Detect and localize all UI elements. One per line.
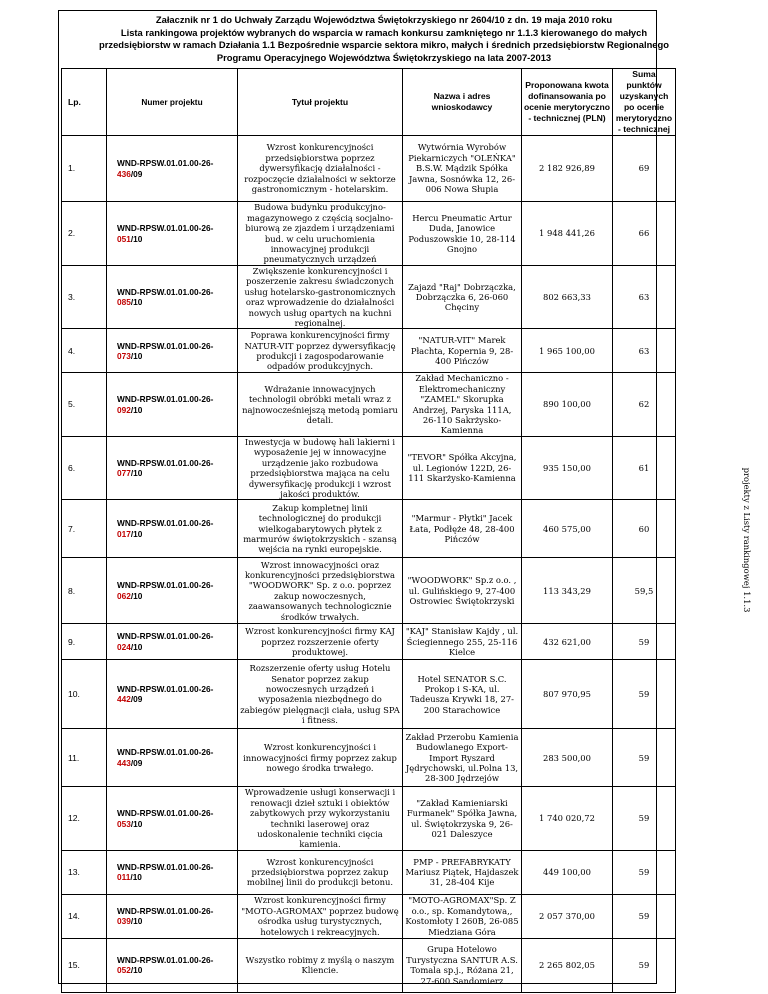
row-amount: 807 970,95 xyxy=(522,660,613,729)
project-number-seq: 436 xyxy=(117,168,131,179)
row-project-number xyxy=(107,558,238,624)
row-points: 66 xyxy=(613,202,676,266)
project-number-seq: 053 xyxy=(117,818,131,829)
row-side-cell xyxy=(676,938,696,992)
project-number-year: /10 xyxy=(130,528,143,539)
header-line-3: przedsiębiorstw w ramach Działania 1.1 Bezpośrednie wsparcie sektora mikro, małych i średnich przedsiębiorstw Regionalnego xyxy=(99,39,669,50)
row-points: 59 xyxy=(613,787,676,850)
row-project-title: Zwiększenie konkurencyjności i poszerzenie zakresu świadczonych usług hotelarsko-gastronomicznych oraz wprowadzenie do działalności nowych usług opartych na kuchni regionalnej. xyxy=(238,266,403,329)
project-number-year: /10 xyxy=(130,468,143,479)
project-number-prefix: WND-RPSW.01.01.00-26- xyxy=(117,954,214,965)
side-label: projekty z Listy rankingowej 1.1.3 xyxy=(742,467,752,613)
row-points: 59,5 xyxy=(613,558,676,624)
row-amount: 935 150,00 xyxy=(522,436,613,499)
project-number-seq: 092 xyxy=(117,404,131,415)
row-applicant: "WOODWORK" Sp.z o.o. , ul. Gulińskiego 9, 27-400 Ostrowiec Świętokrzyski xyxy=(403,558,522,624)
project-number-prefix: WND-RPSW.01.01.00-26- xyxy=(117,683,214,694)
row-project-number xyxy=(107,266,238,329)
project-number-year: /10 xyxy=(130,350,143,361)
table-row xyxy=(62,202,696,266)
project-number-year: /10 xyxy=(130,233,143,244)
row-side-cell xyxy=(676,202,696,266)
row-amount: 1 948 441,26 xyxy=(522,202,613,266)
table-row xyxy=(62,136,696,202)
col-header-number: Numer projektu xyxy=(107,69,238,136)
project-number-prefix: WND-RPSW.01.01.00-26- xyxy=(117,394,214,405)
table-row xyxy=(62,266,696,329)
row-project-title: Zakup kompletnej linii technologicznej do produkcji wielkogabarytowych płytek z marmurów świętokrzyskich - szansą wejścia na rynki europejskie. xyxy=(238,500,403,558)
row-project-number xyxy=(107,500,238,558)
row-applicant: "KAJ" Stanisław Kajdy , ul. Ściegiennego 255, 25-116 Kielce xyxy=(403,624,522,660)
table-row xyxy=(62,729,696,787)
row-applicant: "TEVOR" Spółka Akcyjna, ul. Legionów 122D, 26-111 Skarżysko-Kamienna xyxy=(403,436,522,499)
row-project-title: Wzrost konkurencyjności i innowacyjności firmy poprzez zakup nowego środka trwałego. xyxy=(238,729,403,787)
project-number-year: /10 xyxy=(130,872,142,883)
header-line-2: Lista rankingowa projektów wybranych do wsparcia w ramach konkursu zamkniętego nr 1.1.3 kierowanego do małych xyxy=(120,26,648,38)
project-number-prefix: WND-RPSW.01.01.00-26- xyxy=(117,340,214,351)
row-lp: 4. xyxy=(62,329,107,373)
row-applicant: Wytwórnia Wyrobów Piekarniczych "OLEŃKA" B.S.W. Mądzik Spółka Jawna, Sosnówka 12, 26-006 Nowa Słupia xyxy=(403,136,522,202)
row-amount: 802 663,33 xyxy=(522,266,613,329)
row-lp: 15. xyxy=(62,938,107,992)
project-number-seq: 017 xyxy=(117,528,131,539)
row-project-title: Wprowadzenie usługi konserwacji i renowacji dzieł sztuki i obiektów zabytkowych przy wykorzystaniu techniki laserowej oraz udoskonalenie techniki cięcia kamienia. xyxy=(238,787,403,850)
table-row xyxy=(62,624,696,660)
table-row xyxy=(62,938,696,992)
project-number-prefix: WND-RPSW.01.01.00-26- xyxy=(117,158,214,169)
col-header-lp: Lp. xyxy=(62,69,107,136)
table-row xyxy=(62,787,696,850)
table-row xyxy=(62,436,696,499)
row-project-title: Wzrost innowacyjności oraz konkurencyjności przedsiębiorstwa "WOODWORK" Sp. z o.o. poprzez zakup nowoczesnych, zaawansowanych technologicznie środków trwałych. xyxy=(238,558,403,624)
row-lp: 14. xyxy=(62,894,107,938)
row-applicant: "MOTO-AGROMAX"Sp. Z o.o., sp. Komandytowa,, Kostomłoty I 260B, 26-085 Miedziana Góra xyxy=(403,894,522,938)
project-number-year: /10 xyxy=(130,916,143,927)
row-project-number xyxy=(107,624,238,660)
table-row xyxy=(62,329,696,373)
row-project-number xyxy=(107,329,238,373)
row-amount: 432 621,00 xyxy=(522,624,613,660)
table-body xyxy=(62,136,696,993)
project-number-seq: 085 xyxy=(117,297,131,308)
project-number-seq: 077 xyxy=(117,468,131,479)
row-applicant: PMP - PREFABRYKATY Mariusz Piątek, Hajdaszek 31, 28-404 Kije xyxy=(403,850,522,894)
row-lp: 9. xyxy=(62,624,107,660)
row-applicant: Hotel SENATOR S.C. Prokop i S-KA, ul. Tadeusza Krywki 18, 27-200 Starachowice xyxy=(403,660,522,729)
row-points: 63 xyxy=(613,266,676,329)
project-number-year: /10 xyxy=(130,297,143,308)
row-side-cell xyxy=(676,787,696,850)
project-number-prefix: WND-RPSW.01.01.00-26- xyxy=(117,861,214,872)
project-number-prefix: WND-RPSW.01.01.00-26- xyxy=(117,457,214,468)
row-points: 59 xyxy=(613,729,676,787)
row-side-cell xyxy=(676,136,696,202)
row-lp: 5. xyxy=(62,373,107,436)
document-header xyxy=(72,14,696,64)
row-points: 63 xyxy=(613,329,676,373)
table-row xyxy=(62,850,696,894)
row-project-number xyxy=(107,436,238,499)
row-project-number xyxy=(107,136,238,202)
row-amount: 113 343,29 xyxy=(522,558,613,624)
row-amount: 2 265 802,05 xyxy=(522,938,613,992)
project-number-prefix: WND-RPSW.01.01.00-26- xyxy=(117,747,214,758)
project-number-seq: 062 xyxy=(117,590,131,601)
row-lp: 3. xyxy=(62,266,107,329)
row-project-title: Wdrażanie innowacyjnych technologii obróbki metali wraz z najnowocześniejszą metodą pomiaru detali. xyxy=(238,373,403,436)
row-project-title: Wzrost konkurencyjności firmy "MOTO-AGROMAX" poprzez budowę ośrodka usług turystycznych, hotelowych i rekreacyjnych. xyxy=(238,894,403,938)
table-row xyxy=(62,894,696,938)
project-number-year: /09 xyxy=(130,168,143,179)
row-points: 59 xyxy=(613,938,676,992)
row-amount: 283 500,00 xyxy=(522,729,613,787)
project-number-year: /09 xyxy=(130,694,143,705)
row-amount: 449 100,00 xyxy=(522,850,613,894)
header-line-4: Programu Operacyjnego Województwa Świętokrzyskiego na lata 2007-2013 xyxy=(216,51,552,63)
header-line-1: Załacznik nr 1 do Uchwały Zarządu Województwa Świętokrzyskiego nr 2604/10 z dn. 19 maja 2010 roku xyxy=(155,14,613,25)
row-side-cell xyxy=(676,558,696,624)
row-side-cell xyxy=(676,894,696,938)
row-amount: 1 965 100,00 xyxy=(522,329,613,373)
row-lp: 10. xyxy=(62,660,107,729)
row-project-number xyxy=(107,894,238,938)
row-project-title: Wzrost konkurencyjności firmy KAJ poprzez rozszerzenie oferty produktowej. xyxy=(238,624,403,660)
project-number-year: /10 xyxy=(130,590,143,601)
row-lp: 6. xyxy=(62,436,107,499)
row-points: 59 xyxy=(613,850,676,894)
row-applicant: "Marmur - Płytki" Jacek Łata, Podłęże 48, 28-400 Pińczów xyxy=(403,500,522,558)
row-amount: 890 100,00 xyxy=(522,373,613,436)
row-applicant: Grupa Hotelowo Turystyczna SANTUR A.S. Tomala sp.j., Różana 21, 27-600 Sandomierz xyxy=(403,938,522,992)
project-number-seq: 442 xyxy=(117,694,131,705)
row-project-title: Poprawa konkurencyjności firmy NATUR-VIT poprzez dywersyfikację produkcji i zagospodarowanie odpadów produkcyjnych. xyxy=(238,329,403,373)
table-row xyxy=(62,500,696,558)
row-lp: 13. xyxy=(62,850,107,894)
side-column xyxy=(676,69,696,136)
table-row xyxy=(62,660,696,729)
row-applicant: Hercu Pneumatic Artur Duda, Janowice Poduszowskie 10, 28-114 Gnojno xyxy=(403,202,522,266)
row-side-cell xyxy=(676,500,696,558)
ranking-table xyxy=(61,68,695,993)
row-project-number xyxy=(107,202,238,266)
project-number-prefix: WND-RPSW.01.01.00-26- xyxy=(117,518,214,529)
row-points: 59 xyxy=(613,624,676,660)
project-number-seq: 011 xyxy=(117,872,131,883)
project-number-prefix: WND-RPSW.01.01.00-26- xyxy=(117,808,214,819)
project-number-prefix: WND-RPSW.01.01.00-26- xyxy=(117,286,214,297)
col-header-applicant: Nazwa i adres wnioskodawcy xyxy=(403,69,522,136)
row-lp: 7. xyxy=(62,500,107,558)
row-applicant: "NATUR-VIT" Marek Płachta, Kopernia 9, 28-400 Pińczów xyxy=(403,329,522,373)
row-project-number xyxy=(107,660,238,729)
row-project-title: Rozszerzenie oferty usług Hotelu Senator poprzez zakup nowoczesnych urządzeń i wyposażenia niezbędnego do zabiegów pielęgnacji ciała, usług SPA i fitness. xyxy=(238,660,403,729)
row-points: 60 xyxy=(613,500,676,558)
row-applicant: Zajazd "Raj" Dobrzączka, Dobrzączka 6, 26-060 Chęciny xyxy=(403,266,522,329)
row-side-cell xyxy=(676,660,696,729)
project-number-prefix: WND-RPSW.01.01.00-26- xyxy=(117,905,214,916)
row-amount: 460 575,00 xyxy=(522,500,613,558)
row-points: 59 xyxy=(613,660,676,729)
project-number-year: /10 xyxy=(130,818,143,829)
row-project-number xyxy=(107,787,238,850)
row-lp: 11. xyxy=(62,729,107,787)
row-side-cell xyxy=(676,729,696,787)
project-number-year: /10 xyxy=(130,965,143,976)
row-project-number xyxy=(107,373,238,436)
row-amount: 2 182 926,89 xyxy=(522,136,613,202)
row-lp: 2. xyxy=(62,202,107,266)
project-number-seq: 024 xyxy=(117,641,131,652)
row-side-cell xyxy=(676,624,696,660)
row-side-cell xyxy=(676,266,696,329)
row-project-number xyxy=(107,729,238,787)
row-project-title: Wszystko robimy z myślą o naszym Kliencie. xyxy=(238,938,403,992)
row-project-title: Wzrost konkurencyjności przedsiębiorstwa poprzez dywersyfikację działalności - rozpoczęcie działalności w sektorze gastronomicznym - hotelarskim. xyxy=(238,136,403,202)
row-applicant: Zakład Przerobu Kamienia Budowlanego Export-Import Ryszard Jędrychowski, ul.Polna 13, 28-300 Jędrzejów xyxy=(403,729,522,787)
project-number-prefix: WND-RPSW.01.01.00-26- xyxy=(117,631,214,642)
row-points: 59 xyxy=(613,894,676,938)
project-number-seq: 443 xyxy=(117,757,131,768)
row-points: 62 xyxy=(613,373,676,436)
row-amount: 1 740 020,72 xyxy=(522,787,613,850)
row-project-number xyxy=(107,938,238,992)
project-number-seq: 052 xyxy=(117,965,131,976)
row-lp: 12. xyxy=(62,787,107,850)
project-number-year: /10 xyxy=(130,641,143,652)
project-number-year: /09 xyxy=(130,757,143,768)
row-lp: 1. xyxy=(62,136,107,202)
row-project-title: Wzrost konkurencyjności przedsiębiorstwa poprzez zakup mobilnej linii do produkcji betonu. xyxy=(238,850,403,894)
project-number-prefix: WND-RPSW.01.01.00-26- xyxy=(117,580,214,591)
row-amount: 2 057 370,00 xyxy=(522,894,613,938)
row-points: 69 xyxy=(613,136,676,202)
row-points: 61 xyxy=(613,436,676,499)
row-applicant: "Zakład Kamieniarski Furmanek" Spółka Jawna, ul. Świętokrzyska 9, 26-021 Daleszyce xyxy=(403,787,522,850)
col-header-title: Tytuł projektu xyxy=(238,69,403,136)
row-side-cell xyxy=(676,373,696,436)
table-row xyxy=(62,558,696,624)
col-header-points: Suma punktów uzyskanych po ocenie merytoryczno - technicznej xyxy=(613,69,676,136)
row-lp: 8. xyxy=(62,558,107,624)
project-number-prefix: WND-RPSW.01.01.00-26- xyxy=(117,223,214,234)
col-header-amount: Proponowana kwota dofinansowania po ocenie merytoryczno - technicznej (PLN) xyxy=(522,69,613,136)
row-project-title: Inwestycja w budowę hali lakierni i wyposażenie jej w innowacyjne urządzenie jako rozbudowa przedsiębiorstwa mająca na celu dywersyfikację produkcji i wzrost jakości produktów. xyxy=(238,436,403,499)
row-project-title: Budowa budynku produkcyjno-magazynowego z częścią socjalno-biurową ze zjazdem i urządzeniami bud. w celu uruchomienia innowacyjnej produkcji pneumatycznych urządzeń xyxy=(238,202,403,266)
project-number-seq: 073 xyxy=(117,350,131,361)
row-applicant: Zakład Mechaniczno - Elektromechaniczny "ZAMEL" Skorupka Andrzej, Paryska 111A, 26-110 Sakrżysko-Kamienna xyxy=(403,373,522,436)
project-number-seq: 039 xyxy=(117,916,131,927)
project-number-year: /10 xyxy=(130,404,143,415)
row-side-cell xyxy=(676,850,696,894)
row-project-number xyxy=(107,850,238,894)
row-side-cell xyxy=(676,436,696,499)
header-row xyxy=(62,69,696,136)
table-row xyxy=(62,373,696,436)
row-side-cell xyxy=(676,329,696,373)
project-number-seq: 051 xyxy=(117,233,131,244)
